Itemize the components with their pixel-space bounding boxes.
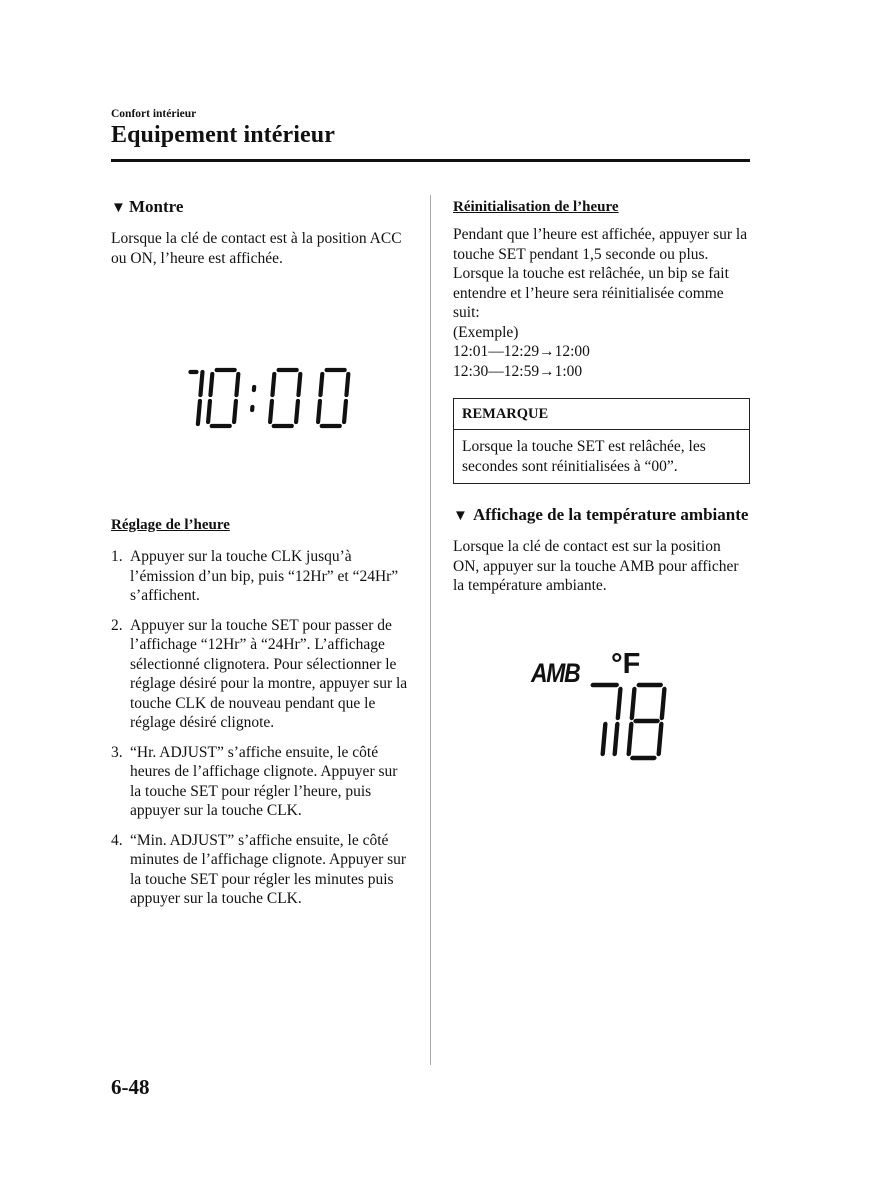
- amb-label: AMB: [531, 657, 580, 688]
- reset-example-1: 12:01―12:29→12:00: [453, 343, 590, 360]
- note-heading: REMARQUE: [454, 399, 749, 430]
- temperature-seven-segment-icon: [589, 682, 681, 762]
- list-item: [111, 743, 411, 821]
- title-rule: [111, 159, 750, 162]
- step-text: Appuyer sur la touche CLK jusqu’à l’émission d’un bip, puis “12Hr” et “24Hr” s’affichent.: [130, 548, 399, 604]
- clock-intro: Lorsque la clé de contact est à la position ACC ou ON, l’heure est affichée.: [111, 230, 402, 267]
- reset-body: Pendant que l’heure est affichée, appuyer sur la touche SET pendant 1,5 seconde ou plus. Lorsque la touche est relâchée, un bip se fait entendre et l’heure sera réinitialisée comme suit:: [453, 226, 748, 321]
- right-column: [453, 196, 750, 782]
- setting-steps: [111, 547, 411, 909]
- temp-heading-text: Affichage de la température ambiante: [473, 505, 749, 524]
- temp-section-heading: [453, 504, 750, 527]
- step-number: 4.: [111, 831, 123, 849]
- temperature-unit: °F: [611, 647, 641, 680]
- list-item: [111, 547, 411, 606]
- temperature-value: [531, 652, 532, 653]
- page-number: 6-48: [111, 1075, 150, 1099]
- column-divider: [430, 195, 431, 1065]
- temp-intro: Lorsque la clé de contact est sur la position ON, appuyer sur la touche AMB pour afficher la température ambiante.: [453, 538, 739, 594]
- reset-example-2: 12:30―12:59→1:00: [453, 362, 583, 380]
- triangle-marker-icon: ▼: [111, 200, 126, 216]
- reset-heading: Réinitialisation de l’heure: [453, 199, 619, 215]
- note-body: Lorsque la touche SET est relâchée, les secondes sont réinitialisées à “00”.: [462, 438, 706, 475]
- page-title: Equipement intérieur: [111, 122, 335, 148]
- clock-section-heading: [111, 196, 411, 219]
- step-text: Appuyer sur la touche SET pour passer de l’affichage “12Hr” à “24Hr”. L’affichage sélectionné clignotera. Pour sélectionner le réglage désiré pour la montre, appuyer sur la touche CLK de nouveau pendant que le réglage désiré clignote.: [130, 616, 408, 731]
- clock-display-illustration: [183, 366, 373, 430]
- note-box: [453, 398, 750, 484]
- step-number: 1.: [111, 548, 123, 565]
- step-number: 3.: [111, 743, 123, 761]
- temperature-display-illustration: [531, 647, 701, 782]
- reset-example-label: (Exemple): [453, 323, 519, 341]
- clock-heading-text: Montre: [129, 197, 184, 216]
- list-item: [111, 616, 411, 733]
- triangle-marker-icon: ▼: [453, 508, 468, 524]
- step-text: “Hr. ADJUST” s’affiche ensuite, le côté heures de l’affichage clignote. Appuyer sur la touche SET pour régler l’heure, puis appuyer sur la touche CLK.: [130, 743, 398, 819]
- left-column: [111, 196, 411, 919]
- step-number: 2.: [111, 616, 123, 634]
- step-text: “Min. ADJUST” s’affiche ensuite, le côté minutes de l’affichage clignote. Appuyer sur la touche SET pour régler les minutes puis appuyer sur la touche CLK.: [130, 831, 407, 907]
- section-kicker: Confort intérieur: [111, 108, 197, 120]
- setting-heading: Réglage de l’heure: [111, 517, 230, 533]
- list-item: [111, 831, 411, 909]
- clock-seven-segment-icon: [183, 366, 373, 430]
